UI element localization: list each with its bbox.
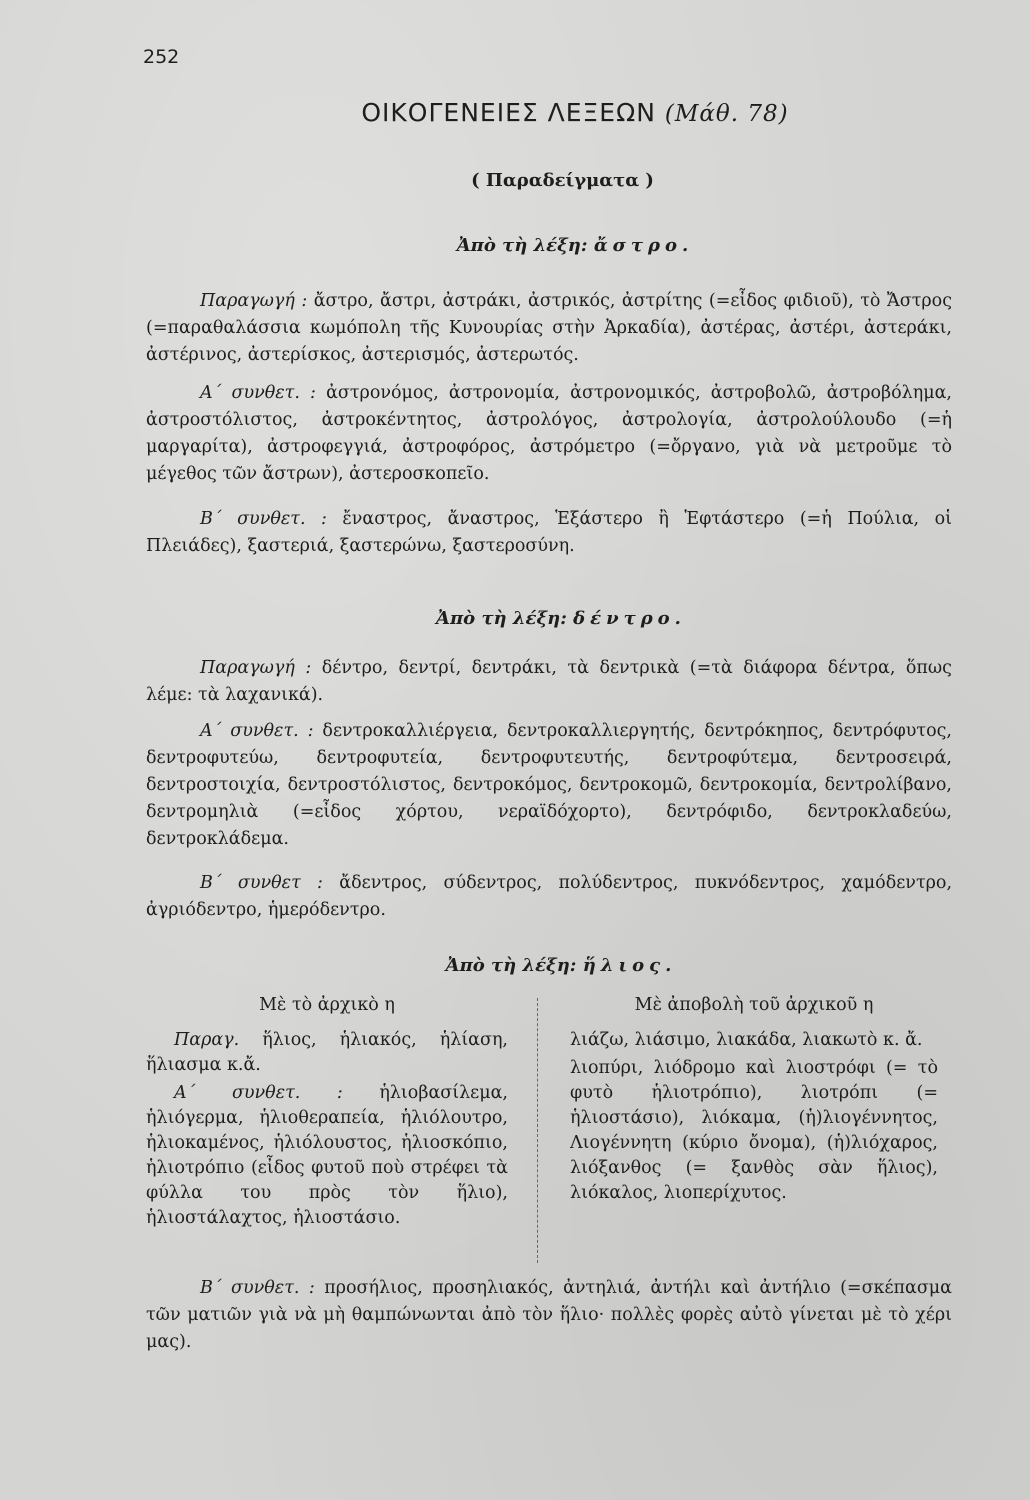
subtitle: ( Παραδείγματα ) xyxy=(471,170,654,191)
paragraph xyxy=(146,718,952,853)
paragraph xyxy=(146,506,952,560)
paragraph-label: Παραγωγή : xyxy=(200,291,308,311)
paragraph-label: Β΄ συνθετ. : xyxy=(200,509,327,529)
paragraph-text: ἡλιοβασίλεμα, ἡλιόγερμα, ἡλιοθεραπεία, ἡλιόλουτρο, ἡλιοκαμένος, ἡλιόλουστος, ἡλιοσκόπιο, ἡλιοτρόπιο (εἶδος φυτοῦ ποὺ στρέφει τὰ φύλλα του πρὸς τὸν ἥλιο), ἡλιοστάλαχτος, ἡλιοστάσιο. xyxy=(146,1083,508,1228)
paragraph-text: ἥλιος, ἡλιακός, ἡλίαση, ἥλιασμα κ.ἄ. xyxy=(146,1030,508,1075)
section-heading-dentro xyxy=(0,608,1030,629)
paragraph-text: ἔναστρος, ἄναστρος, Ἑξάστερο ἢ Ἑφτάστερο (=ἡ Πούλια, οἱ Πλειάδες), ξαστεριά, ξαστερώνω, ξαστεροσύνη. xyxy=(146,509,952,556)
column-paragraph xyxy=(146,1028,508,1078)
section-heading-word: δέντρο. xyxy=(573,608,686,629)
paragraph-text: ἄδεντρος, σύδεντρος, πολύδεντρος, πυκνόδεντρος, χαμόδεντρο, ἀγριόδεντρο, ἡμερόδεντρο. xyxy=(146,873,953,920)
column-paragraph: λιοπύρι, λιόδρομο καὶ λιοστρόφι (= τὸ φυτὸ ἡλιοτρόπιο), λιοτρόπι (= ἡλιοστάσιο), λιόκαμα, (ἡ)λιογέννητος, Λιογέννητη (κύριο ὄνομα), (ἡ)λιόχαρος, λιόξανθος (= ξανθὸς σὰν ἥλιος), λιόκαλος, λιοπερίχυτος. xyxy=(570,1058,938,1203)
title-reference: (Μάθ. 78) xyxy=(664,101,789,127)
paragraph-text: προσήλιος, προσηλιακός, ἀντηλιά, ἀντήλι καὶ ἀντήλιο (=σκέπασμα τῶν ματιῶν γιὰ νὰ μὴ θαμπώνωνται ἀπὸ τὸν ἥλιο· πολλὲς φορὲς αὐτὸ γίνεται μὲ τὸ χέρι μας). xyxy=(146,1278,952,1352)
section-heading-prefix: Ἀπὸ τὴ λέξη: xyxy=(436,608,567,629)
paragraph-label: Β΄ συνθετ : xyxy=(200,873,323,893)
paragraph-label: Παραγωγή : xyxy=(200,658,312,678)
paragraph-label: Β΄ συνθετ. : xyxy=(200,1278,315,1298)
column-divider xyxy=(537,998,538,1263)
page-number: 252 xyxy=(143,46,180,68)
page-title xyxy=(0,98,1030,127)
paragraph-text: ἀστρονόμος, ἀστρονομία, ἀστρονομικός, ἀστροβολῶ, ἀστροβόλημα, ἀστροστόλιστος, ἀστροκέντητος, ἀστρολόγος, ἀστρολογία, ἀστρολούλουδο (=ἡ μαργαρίτα), ἀστροφεγγιά, ἀστροφόρος, ἀστρόμετρο (=ὄργανο, γιὰ νὰ μετροῦμε τὸ μέγεθος τῶν ἄστρων), ἀστεροσκοπεῖο. xyxy=(146,383,952,484)
title-text: ΟΙΚΟΓΕΝΕΙΕΣ ΛΕΞΕΩΝ xyxy=(361,98,656,127)
paragraph-label: Παραγ. xyxy=(174,1030,240,1050)
column-paragraph: λιάζω, λιάσιμο, λιακάδα, λιακωτὸ κ. ἄ. xyxy=(570,1030,923,1050)
section-heading-word: ἄστρο. xyxy=(593,235,694,256)
column-heading: Μὲ ἀποβολὴ τοῦ ἀρχικοῦ η xyxy=(634,995,874,1015)
column-heading: Μὲ τὸ ἀρχικὸ η xyxy=(259,995,395,1015)
paragraph-text: δέντρο, δεντρί, δεντράκι, τὰ δεντρικὰ (=τὰ διάφορα δέντρα, ὅπως λέμε: τὰ λαχανικά). xyxy=(146,658,952,705)
section-heading-prefix: Ἀπὸ τὴ λέξη: xyxy=(445,955,577,976)
paragraph-label: Α΄ συνθετ. : xyxy=(200,383,316,403)
paragraph-text: δεντροκαλλιέργεια, δεντροκαλλιεργητής, δεντρόκηπος, δεντρόφυτος, δεντροφυτεύω, δεντροφυτεία, δεντροφυτευτής, δεντροφύτεμα, δεντροσειρά, δεντροστοιχία, δεντροστόλιστος, δεντροκόμος, δεντροκομῶ, δεντροκομία, δεντρολίβανο, δεντρομηλιὰ (=εἶδος χόρτου, νεραϊδόχορτο), δεντρόφιδο, δεντροκλαδεύω, δεντροκλάδεμα. xyxy=(146,721,952,849)
section-heading-prefix: Ἀπὸ τὴ λέξη: xyxy=(456,235,588,256)
section-heading-word: ἥλιος. xyxy=(582,955,677,976)
section-heading-helios xyxy=(0,955,1030,976)
paragraph-text: ἄστρο, ἄστρι, ἀστράκι, ἀστρικός, ἀστρίτης (=εἶδος φιδιοῦ), τὸ Ἄστρος (=παραθαλάσσια κωμόπολη τῆς Κυνουρίας στὴν Ἀρκαδία), ἀστέρας, ἀστέρι, ἀστεράκι, ἀστέρινος, ἀστερίσκος, ἀστερισμός, ἀστερωτός. xyxy=(146,291,953,365)
column-paragraph xyxy=(146,1081,508,1231)
paragraph xyxy=(146,870,952,924)
paragraph xyxy=(146,380,952,488)
helios-right-column xyxy=(570,993,938,1206)
section-heading-astro xyxy=(0,235,1030,256)
paragraph xyxy=(146,655,952,709)
paragraph-label: Α΄ συνθετ. : xyxy=(200,721,314,741)
paragraph xyxy=(146,1275,952,1356)
paragraph-label: Α΄ συνθετ. : xyxy=(174,1083,343,1103)
helios-left-column xyxy=(146,993,508,1231)
paragraph xyxy=(146,288,952,369)
